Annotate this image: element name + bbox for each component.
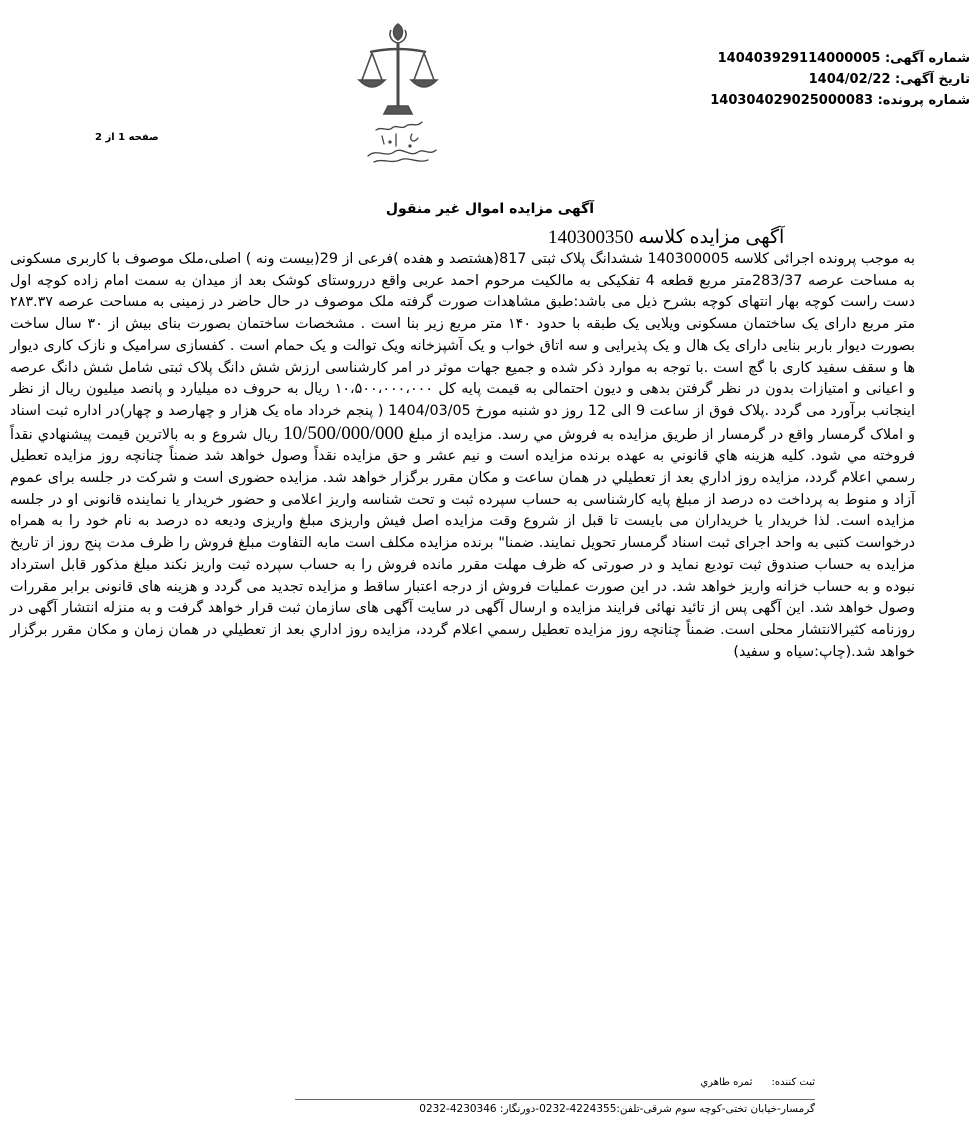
base-price: 10/500/000/000 xyxy=(283,422,404,444)
notice-date-label: تاریخ آگهی: xyxy=(895,72,970,87)
registrar-label: ثبت کننده: xyxy=(771,1077,815,1088)
notice-body xyxy=(10,249,915,663)
notice-meta xyxy=(550,48,970,111)
body-part-1: به موجب پرونده اجرائی کلاسه 140300005 ششدانگ پلاک ثبتی 817(هشتصد و هفده )فرعی از 29(بیست ونه ) اصلی،ملک موصوف با کاربری مسکونی به مساحت عرصه 283/37متر مربع قطعه 4 تفکیکی به مالکیت مرحوم احمد عربی واقع درروستای کوشک بعد از میدان به سمت امام زاده کوچه اول دست راست کوچه بهار انتهای کوچه بشرح ذیل می باشد:طبق مشاهدات صورت گرفته ملک موصوف در حال حاضر در زمینی به مساحت عرصه ۲۸۳.۳۷ متر مربع دارای یک ساختمان مسکونی ویلایی یک طبقه با حدود ۱۴۰ متر مربع زیر بنا است . مشخصات ساختمان بصورت بنای بیش از ۳۰ سال ساخت بصورت دیوار باربر بنایی دارای یک هال و یک پذیرایی و سه اتاق خواب و یک آشپزخانه ویک توالت و یک حمام است . کفسازی سرامیک و نازک کاری دیوار ها و سقف سفید کاری با گچ است .با توجه به موارد ذکر شده و جمیع جهات موثر در امر کارشناسی ارزش شش دانگ پلاک ثبتی شامل شش دانگ عرصه و اعیانی و امتیازات بدون در نظر گرفتن بدهی و دیون احتمالی به قیمت پایه کل ۱۰،۵۰۰،۰۰۰،۰۰۰ ریال به حروف ده میلیارد و پانصد میلیون ریال از نظر اینجانب برآورد می گردد .پلاک فوق از ساعت 9 الی 12 روز دو شنبه مورخ 1404/03/05 ( پنجم خرداد ماه یک هزار و چهارصد و چهار)در اداره ثبت اسناد و املاک گرمسار واقع در گرمسار از طريق مزايده به فروش مي رسد. مزایده از مبلغ xyxy=(10,251,916,443)
file-number: 140304029025000083 xyxy=(710,93,874,108)
office-address: گرمسار-خیابان تختی-کوچه سوم شرقی-تلفن:4224355-0232-دورنگار: 4230346-0232 xyxy=(419,1103,815,1115)
registrar-line xyxy=(700,1077,815,1088)
notice-date-row xyxy=(550,69,970,90)
footer-divider xyxy=(295,1099,815,1100)
page-indicator: صفحه 1 از 2 xyxy=(95,132,159,143)
file-number-label: شماره پرونده: xyxy=(877,93,970,108)
file-number-row xyxy=(550,90,970,111)
body-part-2: ریال شروع و به بالاترين قيمت پيشنهادي نقداً فروخته مي شود. کلیه هزینه هاي قانوني به عهده برنده مزايده است و نيم عشر و حق مزايده نقداً وصول خواهد شد ضمناً چنانچه روز مزايده تعطيل رسمي اعلام گردد، مزايده روز اداري بعد از تعطيلي در همان ساعت و مكان مقرر برگزار خواهد شد. مزایده حضوری است و شرکت در جلسه برای عموم آزاد و منوط به پرداخت ده درصد از مبلغ پایه کارشناسی به حساب سپرده ثبت و تحت شناسه واریز اعلامی و حضور خریدار یا نماینده قانونی او در جلسه مزایده است. لذا خریدار یا خریداران می بایست تا قبل از شروع وقت مزایده اصل فیش واریزی مبلغ واریزی ودیعه ده درصد به نام خود را به همراه درخواست کتبی به واحد اجرای ثبت اسناد گرمسار تحویل نمایند. ضمنا" برنده مزایده مکلف است مابه التفاوت مبلغ فروش را ظرف مدت پنج روز از تاریخ مزایده به حساب صندوق ثبت تودیع نماید و در صورتی که ظرف مهلت مقرر مانده فروش را به حساب سپرده ثبت واریز نکند مبلغ مذکور قابل استرداد نبوده و به حساب خزانه واریز خواهد شد. در این صورت عملیات فروش از درجه اعتبار ساقط و مزایده تجدید می گردد و هزینه های قانونی برابر مقررات وصول خواهد شد. این آگهی پس از تائید نهائی فرایند مزایده و ارسال آگهی در سایت آگهی های سازمان ثبت قرار خواهد گرفت و به منزله انتشار آگهی در روزنامه کثیرالانتشار محلی است. ضمناً چنانچه روز مزايده تعطيل رسمي اعلام گردد، مزايده روز اداري بعد از تعطيلي در همان زمان و مكان مقرر برگزار خواهد شد.(چاپ:سیاه و سفید) xyxy=(10,426,915,660)
notice-number-label: شماره آگهی: xyxy=(884,51,970,66)
registrar-name: ثمره طاهري xyxy=(700,1077,753,1088)
auction-class-line: آگهی مزایده کلاسه 140300350 xyxy=(548,227,785,248)
notice-date: 1404/02/22 xyxy=(808,72,891,87)
notice-number-row xyxy=(550,48,970,69)
notice-number: 140403929114000005 xyxy=(717,51,881,66)
judiciary-scales-emblem-icon xyxy=(352,18,444,168)
document-title: آگهی مزایده اموال غیر منقول xyxy=(385,201,595,217)
